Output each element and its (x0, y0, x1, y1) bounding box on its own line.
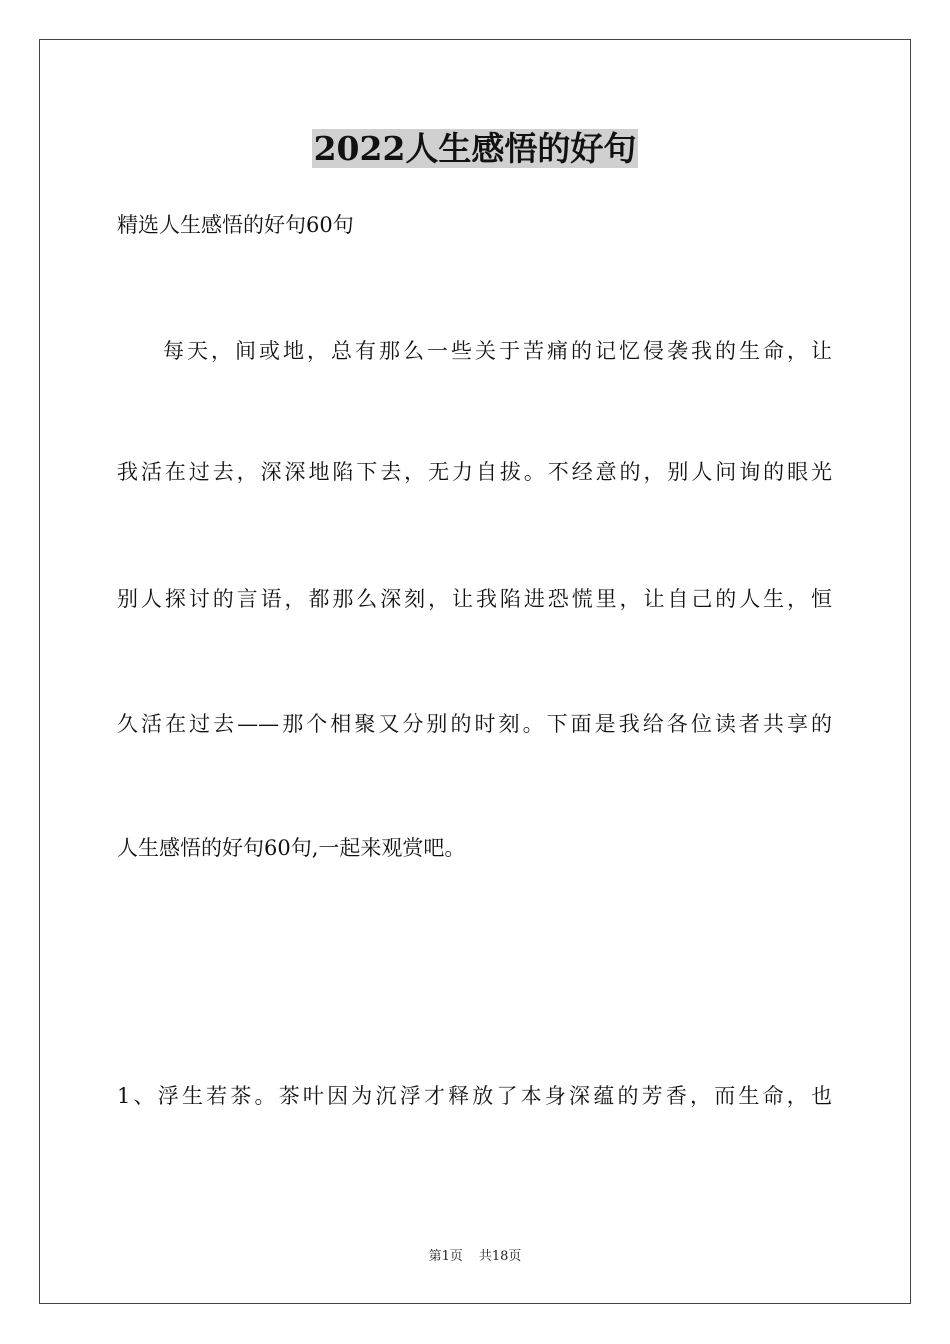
intro-line-3: 别人探讨的言语，都那么深刻，让我陷进恐慌里，让自己的人生，恒 (117, 587, 832, 611)
page-total: 共18页 (478, 1249, 522, 1264)
intro-line-4: 久活在过去——那个相聚又分别的时刻。下面是我给各位读者共享的 (117, 712, 832, 736)
intro-line-1: 每天，间或地，总有那么一些关于苦痛的记忆侵袭我的生命，让 (163, 339, 832, 363)
list-item-1: 1、浮生若茶。茶叶因为沉浮才释放了本身深蕴的芳香，而生命，也 (117, 1084, 832, 1108)
page-number: 第1页 (428, 1249, 463, 1264)
page-footer (0, 1248, 950, 1266)
document-title (0, 128, 950, 170)
document-title-text: 2022人生感悟的好句 (313, 129, 637, 168)
document-subtitle: 精选人生感悟的好句60句 (117, 213, 354, 237)
intro-line-2: 我活在过去，深深地陷下去，无力自拔。不经意的，别人问询的眼光 (117, 460, 832, 484)
intro-line-5: 人生感悟的好句60句,一起来观赏吧。 (117, 836, 466, 860)
